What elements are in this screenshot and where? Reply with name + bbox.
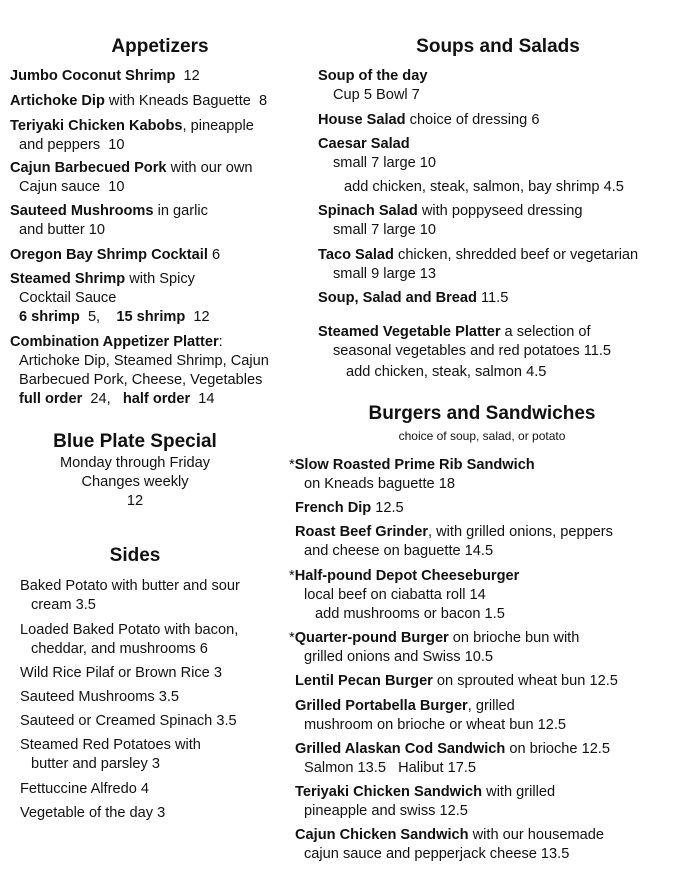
item-addon: add chicken, steak, salmon 4.5 <box>346 364 547 380</box>
menu-item-teriyaki-chicken-sandwich <box>295 783 555 821</box>
option-2-price: 12 <box>193 309 210 325</box>
menu-item-oregon-bay-shrimp <box>10 246 220 265</box>
item-name: Slow Roasted Prime Rib Sandwich <box>294 457 535 473</box>
item-desc: a selection of <box>500 324 591 340</box>
menu-item-half-pound-cheeseburger <box>289 567 519 605</box>
item-name: Lentil Pecan Burger <box>295 673 433 689</box>
item-prices: Cup 5 Bowl 7 <box>333 87 420 103</box>
option-2: half order <box>122 391 191 407</box>
item-prices: small 7 large 10 <box>333 222 437 238</box>
side-item: Steamed Red Potatoes with <box>20 737 201 753</box>
item-name: Caesar Salad <box>318 136 410 152</box>
item-desc: , with grilled onions, peppers <box>428 524 613 540</box>
menu-item-prime-rib-sandwich <box>289 456 535 494</box>
item-desc-2: Artichoke Dip, Steamed Shrimp, Cajun <box>19 353 269 369</box>
item-name: Roast Beef Grinder <box>295 524 428 540</box>
item-name: Steamed Shrimp <box>10 271 126 287</box>
menu-item-caesar-salad <box>318 135 436 173</box>
item-desc-2: Salmon 13.5 Halibut 17.5 <box>304 760 476 776</box>
item-desc-2: and peppers <box>19 137 101 153</box>
item-desc: with poppyseed dressing <box>417 203 583 219</box>
item-desc-3: Barbecued Pork, Cheese, Vegetables <box>19 372 263 388</box>
item-desc: chicken, shredded beef or vegetarian <box>393 247 639 263</box>
item-name: Jumbo Coconut Shrimp <box>10 68 176 84</box>
item-name: Spinach Salad <box>318 203 418 219</box>
item-name: Taco Salad <box>318 247 394 263</box>
menu-item-lentil-pecan-burger <box>295 672 618 691</box>
item-desc: with Spicy <box>125 271 195 287</box>
item-price: 12.5 <box>371 500 404 516</box>
side-item: Fettuccine Alfredo 4 <box>20 781 149 797</box>
item-desc-2: cajun sauce and pepperjack cheese 13.5 <box>304 846 570 862</box>
asterisk-marker: * <box>289 630 295 646</box>
blue-plate-heading: Blue Plate Special <box>53 431 217 452</box>
item-name: Combination Appetizer Platter <box>10 334 219 350</box>
appetizers-heading: Appetizers <box>111 36 209 57</box>
item-desc: with grilled <box>482 784 556 800</box>
burgers-subheading: choice of soup, salad, or potato <box>398 429 566 443</box>
item-desc-2: mushroom on brioche or wheat bun 12.5 <box>304 717 567 733</box>
item-name: Sauteed Mushrooms <box>10 203 154 219</box>
item-name: Soup of the day <box>318 68 428 84</box>
menu-item-cajun-pork <box>10 159 253 197</box>
menu-item-vegetable-platter <box>318 323 611 361</box>
item-name: Oregon Bay Shrimp Cocktail <box>10 247 208 263</box>
menu-item-taco-salad <box>318 246 638 284</box>
menu-item-artichoke-dip <box>10 92 267 111</box>
menu-item-house-salad <box>318 111 539 130</box>
item-name: Cajun Chicken Sandwich <box>295 827 469 843</box>
item-desc: , pineapple <box>182 118 254 134</box>
menu-item-portabella-burger <box>295 697 566 735</box>
side-item: Vegetable of the day 3 <box>20 805 166 821</box>
blue-plate-price: 12 <box>126 493 144 509</box>
burgers-heading: Burgers and Sandwiches <box>368 403 596 424</box>
item-name: Grilled Alaskan Cod Sandwich <box>295 741 506 757</box>
menu-item-steamed-shrimp <box>10 270 210 327</box>
item-desc: on brioche bun with <box>448 630 580 646</box>
item-name: French Dip <box>295 500 372 516</box>
side-item: Sauteed or Creamed Spinach 3.5 <box>20 713 237 729</box>
side-item: Loaded Baked Potato with bacon, <box>20 622 239 638</box>
side-item: Baked Potato with butter and sour <box>20 578 240 594</box>
item-addon: add mushrooms or bacon 1.5 <box>315 606 505 622</box>
blue-plate-days: Monday through Friday <box>59 455 211 471</box>
item-name: House Salad <box>318 112 406 128</box>
menu-item-roast-beef-grinder <box>295 523 613 561</box>
item-desc: choice of dressing 6 <box>405 112 540 128</box>
item-desc: , grilled <box>467 698 515 714</box>
item-desc-2: pineapple and swiss 12.5 <box>304 803 468 819</box>
item-prices: small 7 large 10 <box>333 155 437 171</box>
item-desc: with our housemade <box>468 827 605 843</box>
menu-item-combination-platter <box>10 333 269 409</box>
item-name: Teriyaki Chicken Kabobs <box>10 118 183 134</box>
menu-item-soup-salad-bread <box>318 289 508 308</box>
side-item-cont: cheddar, and mushrooms 6 <box>31 641 208 657</box>
item-desc-2: and cheese on baguette 14.5 <box>304 543 494 559</box>
item-desc: on sprouted wheat bun 12.5 <box>432 673 618 689</box>
side-item: Wild Rice Pilaf or Brown Rice 3 <box>20 665 222 681</box>
item-desc-2: seasonal vegetables and red potatoes 11.5 <box>333 343 612 359</box>
item-name: Steamed Vegetable Platter <box>318 324 501 340</box>
item-name: Grilled Portabella Burger <box>295 698 468 714</box>
option-2-price: 14 <box>198 391 215 407</box>
menu-item-teriyaki-kabobs <box>10 117 254 155</box>
item-price: 6 <box>211 247 221 263</box>
blue-plate-note: Changes weekly <box>81 474 189 490</box>
item-desc-2: Cajun sauce <box>19 179 101 195</box>
item-desc: with Kneads Baguette <box>104 93 251 109</box>
item-desc-2: grilled onions and Swiss 10.5 <box>304 649 494 665</box>
menu-item-spinach-salad <box>318 202 582 240</box>
item-name: Quarter-pound Burger <box>294 630 449 646</box>
item-desc: : <box>218 334 223 350</box>
item-price: 10 <box>108 137 125 153</box>
option-2: 15 shrimp <box>116 309 186 325</box>
soups-heading: Soups and Salads <box>416 36 580 57</box>
item-price: 11.5 <box>476 290 509 306</box>
item-name: Half-pound Depot Cheeseburger <box>294 568 520 584</box>
option-1: 6 shrimp <box>19 309 80 325</box>
item-desc: with our own <box>166 160 253 176</box>
item-price: 8 <box>259 93 268 109</box>
menu-item-quarter-pound-burger <box>289 629 579 667</box>
side-item-cont: cream 3.5 <box>31 597 96 613</box>
item-name: Teriyaki Chicken Sandwich <box>295 784 483 800</box>
item-desc-2: on Kneads baguette 18 <box>304 476 455 492</box>
menu-item-cajun-chicken-sandwich <box>295 826 604 864</box>
side-item-cont: butter and parsley 3 <box>31 756 160 772</box>
asterisk-marker: * <box>289 457 295 473</box>
item-desc-2: and butter 10 <box>19 222 106 238</box>
item-prices: small 9 large 13 <box>333 266 437 282</box>
sides-heading: Sides <box>109 545 161 566</box>
asterisk-marker: * <box>289 568 295 584</box>
item-name: Soup, Salad and Bread <box>318 290 477 306</box>
menu-item-alaskan-cod-sandwich <box>295 740 610 778</box>
item-name: Cajun Barbecued Pork <box>10 160 167 176</box>
side-item: Sauteed Mushrooms 3.5 <box>20 689 179 705</box>
item-name: Artichoke Dip <box>10 93 105 109</box>
item-price: 10 <box>108 179 125 195</box>
item-desc: on brioche 12.5 <box>505 741 610 757</box>
item-desc-2: local beef on ciabatta roll 14 <box>304 587 486 603</box>
item-desc-2: Cocktail Sauce <box>19 290 117 306</box>
item-price: 12 <box>183 68 200 84</box>
menu-item-jumbo-coconut-shrimp <box>10 67 200 86</box>
menu-item-soup-of-the-day <box>318 67 427 105</box>
menu-item-french-dip <box>295 499 404 518</box>
menu-item-sauteed-mushrooms <box>10 202 208 240</box>
option-1-price: 5, <box>87 309 101 325</box>
option-1: full order <box>19 391 83 407</box>
item-addon: add chicken, steak, salmon, bay shrimp 4.5 <box>344 179 624 195</box>
item-desc: in garlic <box>153 203 208 219</box>
option-1-price: 24, <box>90 391 111 407</box>
